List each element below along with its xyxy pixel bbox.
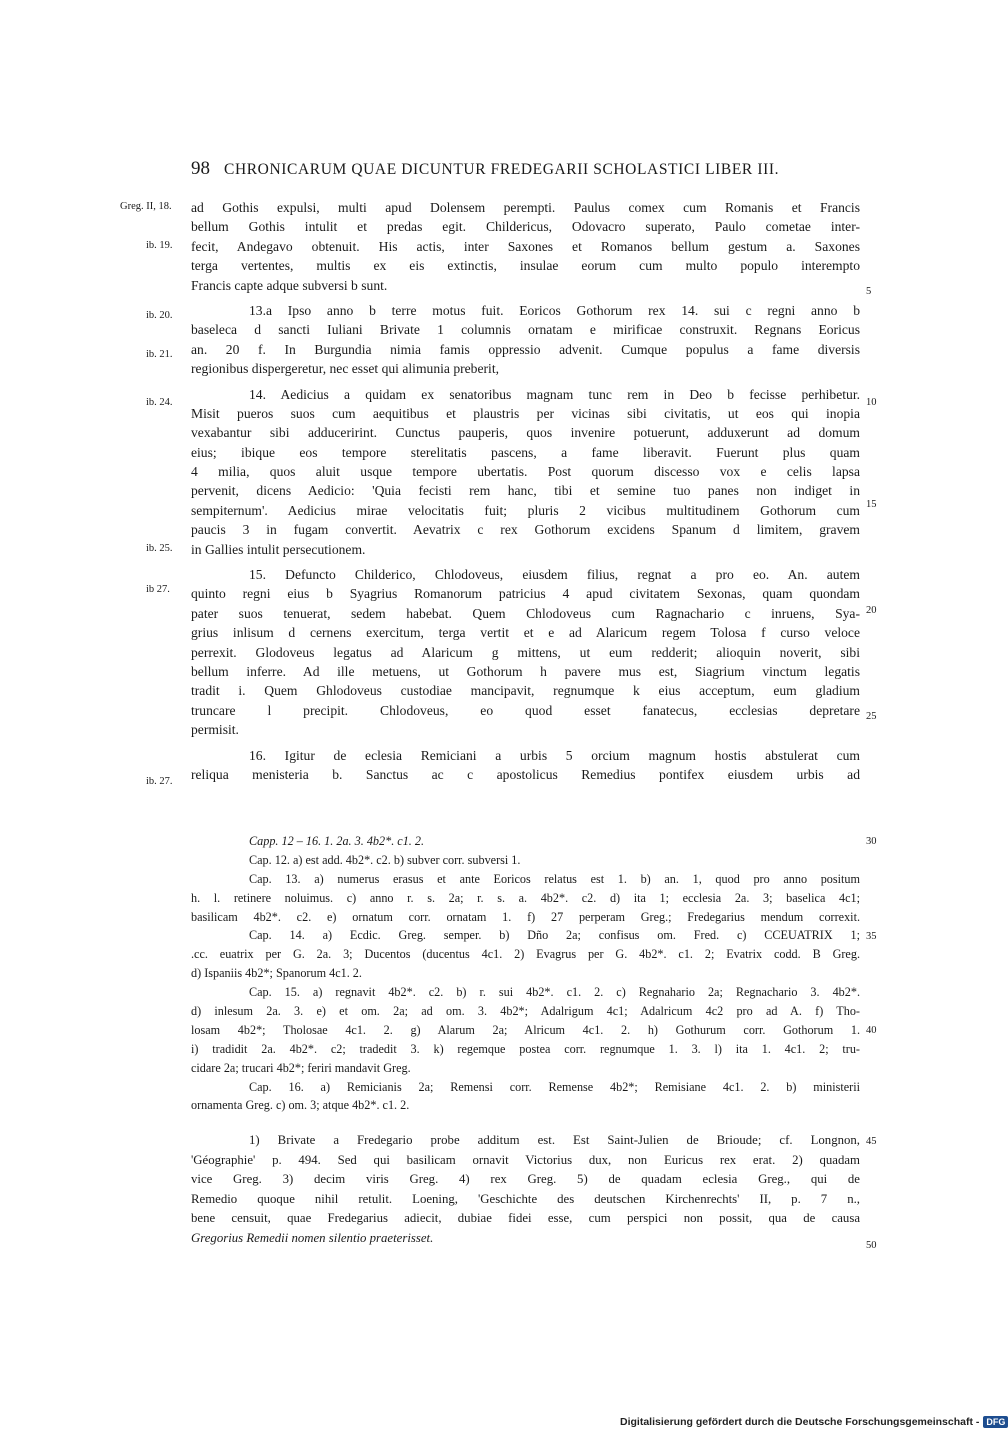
footnote-line: Remedio quoque nihil retulit. Loening, 'Geschichte des deutschen Kirchenrechts' II, p. 7 n., bbox=[191, 1191, 860, 1206]
text-line: 4 milia, quos aluit usque tempore ubertatis. Post quorum discesso vox e celis lapsa bbox=[191, 464, 860, 480]
paragraph-chapter-16 bbox=[191, 746, 860, 785]
text-line: paucis 3 in fugam convertit. Aevatrix c rex Gothorum excidens Spanum d limitem, gravem bbox=[191, 522, 860, 538]
apparatus-line: Cap. 15. a) regnavit 4b2*. c2. b) r. sui 4b2*. c1. 2. c) Regnahario 2a; Regnachario 3. 4b2*. bbox=[249, 985, 860, 1000]
paragraph-chapter-13 bbox=[191, 301, 860, 379]
paragraph bbox=[191, 198, 860, 295]
line-number: 15 bbox=[866, 499, 877, 510]
margin-ref: ib. 20. bbox=[146, 310, 173, 321]
paragraph-chapter-14 bbox=[191, 385, 860, 560]
page-title: CHRONICARUM QUAE DICUNTUR FREDEGARII SCHOLASTICI LIBER III. bbox=[224, 161, 780, 178]
margin-ref: ib 27. bbox=[146, 584, 170, 595]
line-number: 50 bbox=[866, 1240, 877, 1251]
margin-ref: ib. 25. bbox=[146, 543, 173, 554]
text-line: fecit, Andegavo obtenuit. His actis, inter Saxones et Romanos bellum gestum a. Saxones bbox=[191, 238, 860, 254]
footnotes bbox=[191, 1131, 860, 1249]
text-line: reliqua menisteria b. Sanctus ac c apostolicus Remedius pontifex eiusdem urbis ad bbox=[191, 766, 860, 782]
footnote-line: Gregorius Remedii nomen silentio praeterisset. bbox=[191, 1230, 434, 1245]
line-number: 5 bbox=[866, 286, 872, 297]
text-line: quinto regni eius b Syagrius Romanorum patricius 4 apud civitatem Sexonas, quam quondam bbox=[191, 586, 860, 602]
apparatus-line: basilicam 4b2*. c2. e) ornatum corr. ornatam 1. f) 27 perperam Greg.; Fredegarius mendum correxit. bbox=[191, 909, 860, 924]
line-number: 30 bbox=[866, 836, 877, 847]
text-line: perrexit. Glodoveus legatus ad Alaricum g mittens, ut eum redderit; alioquin noverit, sibi bbox=[191, 644, 860, 660]
running-header bbox=[191, 158, 871, 180]
credit-text: Digitalisierung gefördert durch die Deutsche Forschungsgemeinschaft - bbox=[620, 1416, 980, 1428]
apparatus-line: d) inlesum 2a. 3. e) et om. 2a; ad om. 3. 4b2*; Adalrigum 4c1; Adalricum 4c2 pro ad A. f) Tho- bbox=[191, 1004, 860, 1019]
text-line: 13.a Ipso anno b terre motus fuit. Eoricos Gothorum rex 14. sui c regni anno b bbox=[249, 302, 860, 318]
text-line: permisit. bbox=[191, 722, 239, 738]
text-line: bellum Gothis intulit et predas egit. Childericus, Odovacro superato, Paulo cometae inter- bbox=[191, 219, 860, 235]
apparatus-line: Cap. 14. a) Ecdic. Greg. semper. b) Dño 2a; confisus om. Fred. c) CCEUATRIX 1; bbox=[249, 928, 860, 943]
footnote-line: 'Géographie' p. 494. Sed qui basilicam ornavit Victorius dux, non Euricus rex erat. 2) quadam bbox=[191, 1152, 860, 1167]
critical-apparatus bbox=[191, 832, 860, 1115]
text-line: Misit pueros suos cum aequitibus et plaustris per vicinas sibi civitatis, ut eos qui inopia bbox=[191, 405, 860, 421]
main-text bbox=[191, 198, 860, 790]
line-number: 45 bbox=[866, 1136, 877, 1147]
text-line: sempiternum'. Aedicius mirae velocitatis fuit; pluris 2 vicibus multitudinem Gothorum cum bbox=[191, 502, 860, 518]
line-number: 10 bbox=[866, 397, 877, 408]
text-line: Francis capte adque subversi b sunt. bbox=[191, 277, 388, 293]
footnote-line: bene censuit, quae Fredegarius adiecit, dubiae fidei esse, cum perspici non possit, qua de causa bbox=[191, 1211, 860, 1226]
apparatus-line: Cap. 12. a) est add. 4b2*. c2. b) subver corr. subversi 1. bbox=[249, 852, 521, 867]
footnote-line: vice Greg. 3) decim viris Greg. 4) rex Greg. 5) de quadam eclesia Greg., qui de bbox=[191, 1172, 860, 1187]
text-line: ad Gothis expulsi, multi apud Dolensem perempti. Paulus comex cum Romanis et Francis bbox=[191, 200, 860, 215]
margin-ref: Greg. II, 18. bbox=[120, 201, 172, 212]
apparatus-line: ornamenta Greg. c) om. 3; atque 4b2*. c1. 2. bbox=[191, 1098, 410, 1113]
digitization-credit bbox=[620, 1416, 1008, 1428]
text-line: pervenit, dicens Aedicio: 'Quia fecisti rem hanc, tibi et semine tuo panes non indiget in bbox=[191, 483, 860, 499]
text-line: pater suos tenuerat, sedem habebat. Quem Chlodoveus cum Ragnachario c inruens, Sya- bbox=[191, 605, 860, 621]
apparatus-line: losam 4b2*; Tholosae 4c1. 2. g) Alarum 2a; Alricum 4c1. 2. h) Gothurum corr. Gothorum 1. bbox=[191, 1022, 860, 1037]
text-line: eius; ibique eos tempore sterelitatis pascens, a fame liberavit. Fuerunt plus quam bbox=[191, 444, 860, 460]
text-line: 16. Igitur de eclesia Remiciani a urbis 5 orcium magnum hostis abstulerat cum bbox=[249, 747, 860, 763]
footnote-line: 1) Brivate a Fredegario probe additum est. Est Saint-Julien de Brioude; cf. Longnon, bbox=[249, 1133, 860, 1147]
paragraph-chapter-15 bbox=[191, 565, 860, 740]
text-line: vexabantur sibi adducerirint. Cunctus pauperis, quos invenire potuerunt, adduxerunt ad domum bbox=[191, 425, 860, 441]
text-line: truncare l precipit. Chlodoveus, eo quod esset fanatecus, ecclesias depretare bbox=[191, 702, 860, 718]
text-line: in Gallies intulit persecutionem. bbox=[191, 541, 366, 557]
text-line: an. 20 f. In Burgundia nimia famis oppressio advenit. Cumque populus a fame diversis bbox=[191, 341, 860, 357]
text-line: bellum inferre. Ad ille metuens, ut Gothorum h pavere mus est, Siagrium vinctum legatis bbox=[191, 663, 860, 679]
apparatus-line: Cap. 13. a) numerus erasus et ante Eoricos relatus est 1. b) an. 1, quod pro anno positum bbox=[249, 871, 860, 886]
margin-ref: ib. 24. bbox=[146, 397, 173, 408]
apparatus-line: .cc. euatrix per G. 2a. 3; Ducentos (ducentus 4c1. 2) Evagrus per G. 4b2*. c1. 2; Evatrix codd. B Greg. bbox=[191, 947, 860, 962]
apparatus-line: Capp. 12 – 16. 1. 2a. 3. 4b2*. c1. 2. bbox=[249, 834, 425, 848]
text-line: regionibus dispergeretur, nec esset qui alimunia preberit, bbox=[191, 361, 499, 377]
line-number: 40 bbox=[866, 1025, 877, 1036]
apparatus-line: cidare 2a; trucari 4b2*; feriri mandavit Greg. bbox=[191, 1060, 411, 1075]
apparatus-line: i) tradidit 2a. 4b2*. c2; tradedit 3. k) regemque postea corr. regnumque 1. 3. l) ita 1. 4c1. 2; tru- bbox=[191, 1041, 860, 1056]
line-number: 35 bbox=[866, 931, 877, 942]
apparatus-line: d) Ispaniis 4b2*; Spanorum 4c1. 2. bbox=[191, 966, 362, 981]
line-number: 25 bbox=[866, 711, 877, 722]
dfg-logo: DFG bbox=[983, 1416, 1008, 1428]
text-line: 15. Defuncto Childerico, Chlodoveus, eiusdem filius, regnat a pro eo. An. autem bbox=[249, 567, 860, 583]
margin-ref: ib. 19. bbox=[146, 240, 173, 251]
page-number: 98 bbox=[191, 158, 210, 179]
line-number: 20 bbox=[866, 605, 877, 616]
text-line: terga vertentes, multis ex eis extinctis, insulae eorum cum multo populo interempto bbox=[191, 258, 860, 274]
text-line: baseleca d sancti Iuliani Brivate 1 columnis ornatam e mirificae construxit. Regnans Eoricus bbox=[191, 322, 860, 338]
text-line: grius inlisum d cernens exercitum, terga vertit et e ad Alaricum regem Tolosa f curso veloce bbox=[191, 625, 860, 641]
margin-ref: ib. 27. bbox=[146, 776, 173, 787]
text-line: 14. Aedicius a quidam ex senatoribus magnam tunc rem in Deo b fecisse perhibetur. bbox=[249, 386, 860, 402]
margin-ref: ib. 21. bbox=[146, 349, 173, 360]
apparatus-line: h. l. retinere noluimus. c) anno r. s. 2a; r. s. a. 4b2*. c2. d) ita 1; ecclesia 2a. 3; baselica 4c1; bbox=[191, 890, 860, 905]
text-line: tradit i. Quem Ghlodoveus custodiae mancipavit, regnumque k eius acceptum, eum gladium bbox=[191, 683, 860, 699]
apparatus-line: Cap. 16. a) Remicianis 2a; Remensi corr. Remense 4b2*; Remisiane 4c1. 2. b) ministerii bbox=[249, 1079, 860, 1094]
